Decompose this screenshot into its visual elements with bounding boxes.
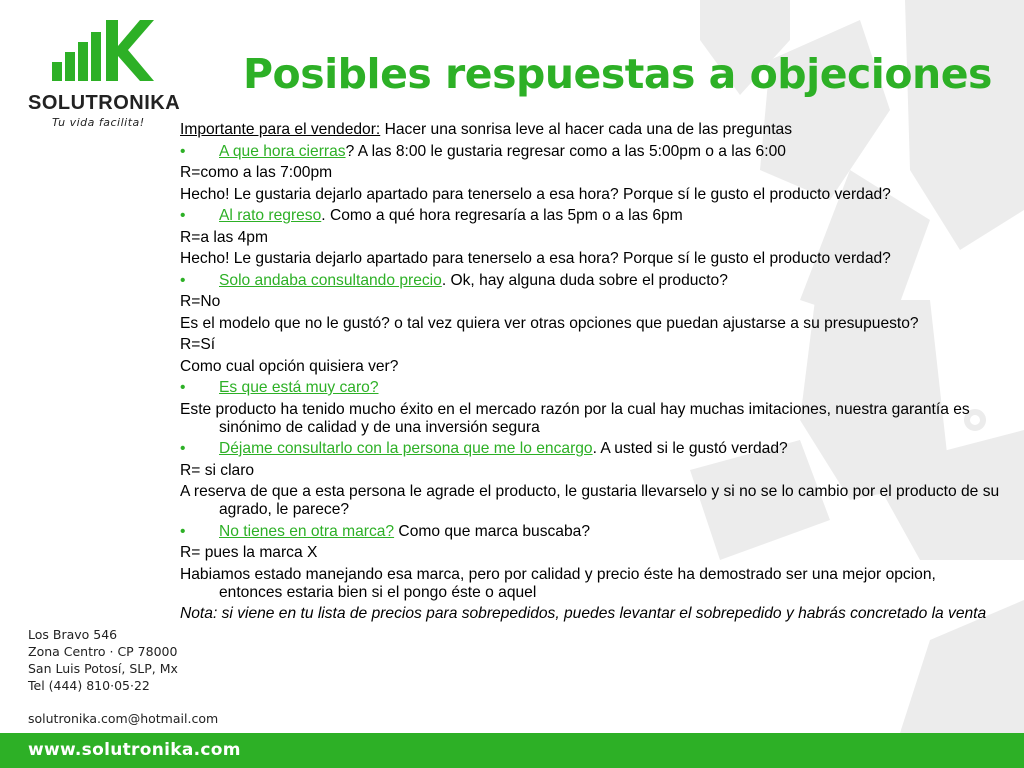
answer-line: R= pues la marca X: [180, 544, 318, 561]
answer-line: R=a las 4pm: [180, 228, 268, 246]
objection-1-response: ? A las 8:00 le gustaria regresar como a las 5:00pm o a las 6:00: [345, 142, 786, 160]
brand-tagline: Tu vida facilita!: [52, 116, 145, 129]
objection-1-question: A que hora cierras: [219, 142, 346, 160]
bullet-icon: •: [180, 379, 186, 396]
bullet-icon: •: [180, 522, 186, 540]
objection-5-question: Déjame consultarlo con la persona que me lo encargo: [219, 440, 593, 457]
response-line: Es el modelo que no le gustó? o tal vez quiera ver otras opciones que puedan ajustarse a su presupuesto?: [180, 314, 919, 332]
address-zone: Zona Centro · CP 78000: [28, 644, 178, 659]
objection-3-question: Solo andaba consultando precio: [219, 271, 442, 289]
objection-1: [180, 143, 1000, 161]
objection-6: [180, 523, 1000, 541]
objection-5: [180, 440, 1000, 458]
answer-line: R=Sí: [180, 336, 216, 353]
bullet-icon: •: [180, 207, 186, 224]
footer-bar: [0, 733, 1024, 768]
response-line: Hecho! Le gustaria dejarlo apartado para tenerselo a esa hora? Porque sí le gusto el producto verdad?: [180, 185, 891, 203]
contact-email: solutronika.com@hotmail.com: [28, 711, 219, 726]
contact-address: [28, 626, 178, 694]
intro-text: Hacer una sonrisa leve al hacer cada una de las preguntas: [384, 121, 793, 138]
objection-4-question: Es que está muy caro?: [219, 379, 379, 396]
bullet-icon: •: [180, 440, 186, 457]
response-line: Este producto ha tenido mucho éxito en el mercado razón por la cual hay muchas imitaciones, nuestra garantía es sinónimo de calidad y de una inversión segura: [180, 400, 970, 436]
response-line: Como cual opción quisiera ver?: [180, 357, 399, 375]
address-phone: Tel (444) 810·05·22: [28, 678, 150, 693]
objection-2-question: Al rato regreso: [219, 207, 322, 224]
answer-line: R=como a las 7:00pm: [180, 164, 333, 181]
objection-3-response: . Ok, hay alguna duda sobre el producto?: [441, 271, 728, 289]
address-street: Los Bravo 546: [28, 627, 118, 642]
brand-name: SOLUTRONIKA: [28, 92, 181, 114]
answer-line: R= si claro: [180, 461, 255, 479]
bullet-icon: •: [180, 142, 186, 160]
objection-5-response: . A usted si le gustó verdad?: [592, 440, 788, 457]
address-city: San Luis Potosí, SLP, Mx: [28, 661, 178, 676]
objection-2-response: . Como a qué hora regresaría a las 5pm o a las 6pm: [321, 207, 683, 224]
brand-logo: [28, 20, 181, 130]
objection-2: [180, 207, 1000, 225]
answer-line: R=No: [180, 293, 221, 310]
objection-6-question: No tienes en otra marca?: [219, 522, 395, 540]
objections-list: [180, 121, 1000, 627]
objection-3: [180, 272, 1000, 290]
response-line: A reserva de que a esta persona le agrade el producto, le gustaria llevarselo y si no se lo cambio por el producto de su agrado, le parece?: [180, 483, 1000, 518]
objection-6-response: Como que marca buscaba?: [394, 522, 590, 540]
objection-4: [180, 379, 1000, 397]
note-line: Nota: si viene en tu lista de precios para sobrepedidos, puedes levantar el sobrepedido y habrás concretado la venta: [180, 605, 987, 622]
footer-url: www.solutronika.com: [28, 740, 241, 760]
slide-title: Posibles respuestas a objeciones: [243, 50, 992, 98]
intro-line: [180, 121, 1000, 139]
response-line: Hecho! Le gustaria dejarlo apartado para tenerselo a esa hora? Porque sí le gusto el producto verdad?: [180, 250, 891, 267]
response-line: Habiamos estado manejando esa marca, pero por calidad y precio éste ha demostrado ser una mejor opcion, entonces estaria bien si el pongo éste o aquel: [180, 565, 936, 601]
bullet-icon: •: [180, 271, 186, 289]
intro-label: Importante para el vendedor:: [180, 121, 381, 138]
signal-bars-logo-icon: [28, 20, 178, 92]
